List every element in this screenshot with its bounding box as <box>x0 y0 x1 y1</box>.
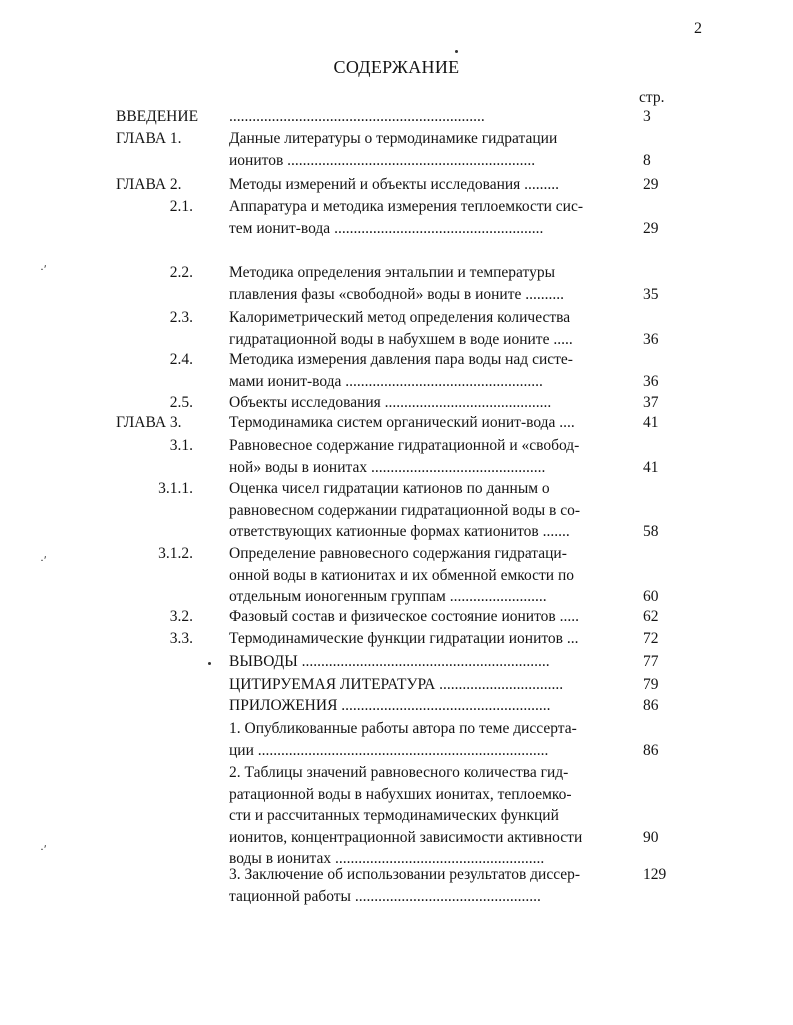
toc-entry-text-line: Калориметрический метод определения количества <box>229 309 571 326</box>
toc-entry-text-line: гидратационной воды в набухшем в воде ионите ..... <box>229 330 573 348</box>
toc-entry-page: 129 <box>643 866 667 883</box>
toc-entry-label: 2.1. <box>169 198 193 215</box>
toc-entry-text-line: Данные литературы о термодинамике гидратации <box>229 130 558 147</box>
toc-entry-page: 60 <box>643 588 659 605</box>
toc-entry-page: 37 <box>643 394 659 411</box>
toc-entry-label: ГЛАВА 2. <box>116 176 182 193</box>
page-column-header: стр. <box>639 89 665 106</box>
toc-entry-page: 36 <box>643 330 659 348</box>
toc-entry-page: 58 <box>643 523 659 540</box>
toc-entry-text-line: Объекты исследования ........................................... <box>229 394 552 411</box>
toc-entry-page: 77 <box>643 653 659 670</box>
toc-entry-text-line: Определение равновесного содержания гидратаци- <box>229 545 567 562</box>
toc-entry-page: 36 <box>643 372 659 390</box>
toc-entry-text-line: тем ионит-вода ...................................................... <box>229 219 544 237</box>
toc-entry-text-line: Термодинамические функции гидратации ионитов ... <box>229 630 579 647</box>
toc-entry-page: 86 <box>643 697 659 714</box>
toc-entry-text-line: Фазовый состав и физическое состояние ионитов ..... <box>229 608 579 625</box>
toc-entry-label: 2.3. <box>169 309 193 326</box>
toc-entry-text-line: воды в ионитах ...................................................... <box>229 850 545 867</box>
toc-entry-text-line: ответствующих катионные формах катионитов ....... <box>229 523 570 540</box>
toc-entry-page: 29 <box>643 176 659 193</box>
toc-entry-label: 2.2. <box>169 264 193 281</box>
toc-entry-text-line: 1. Опубликованные работы автора по теме диссерта- <box>229 720 577 737</box>
toc-entry-label: ВВЕДЕНИЕ <box>116 108 199 125</box>
toc-entry-page: 79 <box>643 676 659 693</box>
toc-entry-text-line: 3. Заключение об использовании результатов диссер- <box>229 866 581 883</box>
toc-entry-page: 90 <box>643 828 659 846</box>
toc-entry-text-line: Методика измерения давления пара воды над систе- <box>229 351 573 368</box>
scan-speck <box>208 662 211 665</box>
toc-entry-label: 3.3. <box>169 630 193 647</box>
toc-entry-page: 35 <box>643 285 659 303</box>
toc-entry-page: 3 <box>643 108 651 125</box>
toc-entry-page: 29 <box>643 219 659 237</box>
toc-entry-text-line: равновесном содержании гидратационной воды в со- <box>229 501 580 519</box>
toc-entry-text-line: мами ионит-вода ................................................... <box>229 372 543 390</box>
toc-entry-text-line: Аппаратура и методика измерения теплоемкости сис- <box>229 198 584 215</box>
toc-entry-text-line: онной воды в катионитах и их обменной емкости по <box>229 566 575 584</box>
margin-mark: ·ʹ <box>40 553 47 567</box>
page-number: 2 <box>694 20 702 37</box>
toc-entry-label: 2.5. <box>169 394 193 411</box>
toc-entry-text-line: ратационной воды в набухших ионитах, теплоемко- <box>229 785 572 803</box>
toc-entry-text-line: .................................................................. <box>229 108 485 125</box>
toc-entry-text-line: ПРИЛОЖЕНИЯ ...................................................... <box>229 697 551 714</box>
toc-entry-text-line: плавления фазы «свободной» воды в ионите .......... <box>229 285 564 303</box>
toc-entry-label: ГЛАВА 3. <box>116 414 182 431</box>
toc-entry-label: 3.1.1. <box>158 480 193 497</box>
toc-entry-page: 41 <box>643 458 659 476</box>
toc-entry-page: 86 <box>643 741 659 759</box>
toc-entry-text-line: тационной работы ................................................ <box>229 887 541 905</box>
toc-entry-text-line: ВЫВОДЫ ................................................................ <box>229 653 550 670</box>
toc-entry-label: 3.2. <box>169 608 193 625</box>
margin-mark: ·ʹ <box>40 262 47 276</box>
toc-entry-text-line: ЦИТИРУЕМАЯ ЛИТЕРАТУРА ................................ <box>229 676 564 693</box>
toc-entry-page: 62 <box>643 608 659 625</box>
toc-entry-text-line: ионитов, концентрационной зависимости активности <box>229 828 583 846</box>
toc-entry-text-line: отдельным ионогенным группам ......................... <box>229 588 547 605</box>
page-title: СОДЕРЖАНИЕ <box>333 57 460 77</box>
toc-entry-text-line: 2. Таблицы значений равновесного количества гид- <box>229 764 569 781</box>
toc-entry-text-line: Методы измерений и объекты исследования ......... <box>229 176 560 193</box>
toc-entry-text-line: ной» воды в ионитах ............................................. <box>229 458 546 476</box>
toc-entry-text-line: ции ........................................................................... <box>229 741 549 759</box>
toc-entry-label: 3.1. <box>169 437 193 454</box>
toc-entry-text-line: ионитов ................................................................ <box>229 151 536 169</box>
toc-entry-text-line: Термодинамика систем органический ионит-вода .... <box>229 414 575 431</box>
toc-entry-label: ГЛАВА 1. <box>116 130 182 147</box>
toc-entry-label: 2.4. <box>169 351 193 368</box>
toc-entry-text-line: Оценка чисел гидратации катионов по данным о <box>229 480 550 497</box>
scan-speck <box>455 50 458 53</box>
toc-entry-page: 72 <box>643 630 659 647</box>
toc-entry-text-line: Равновесное содержание гидратационной и «свобод- <box>229 437 580 454</box>
margin-mark: ·ʹ <box>40 842 47 856</box>
toc-entry-label: 3.1.2. <box>158 545 193 562</box>
toc-entry-text-line: Методика определения энтальпии и температуры <box>229 264 556 281</box>
toc-entry-text-line: сти и рассчитанных термодинамических функций <box>229 807 559 824</box>
toc-entry-page: 41 <box>643 414 659 431</box>
toc-entry-page: 8 <box>643 151 651 169</box>
